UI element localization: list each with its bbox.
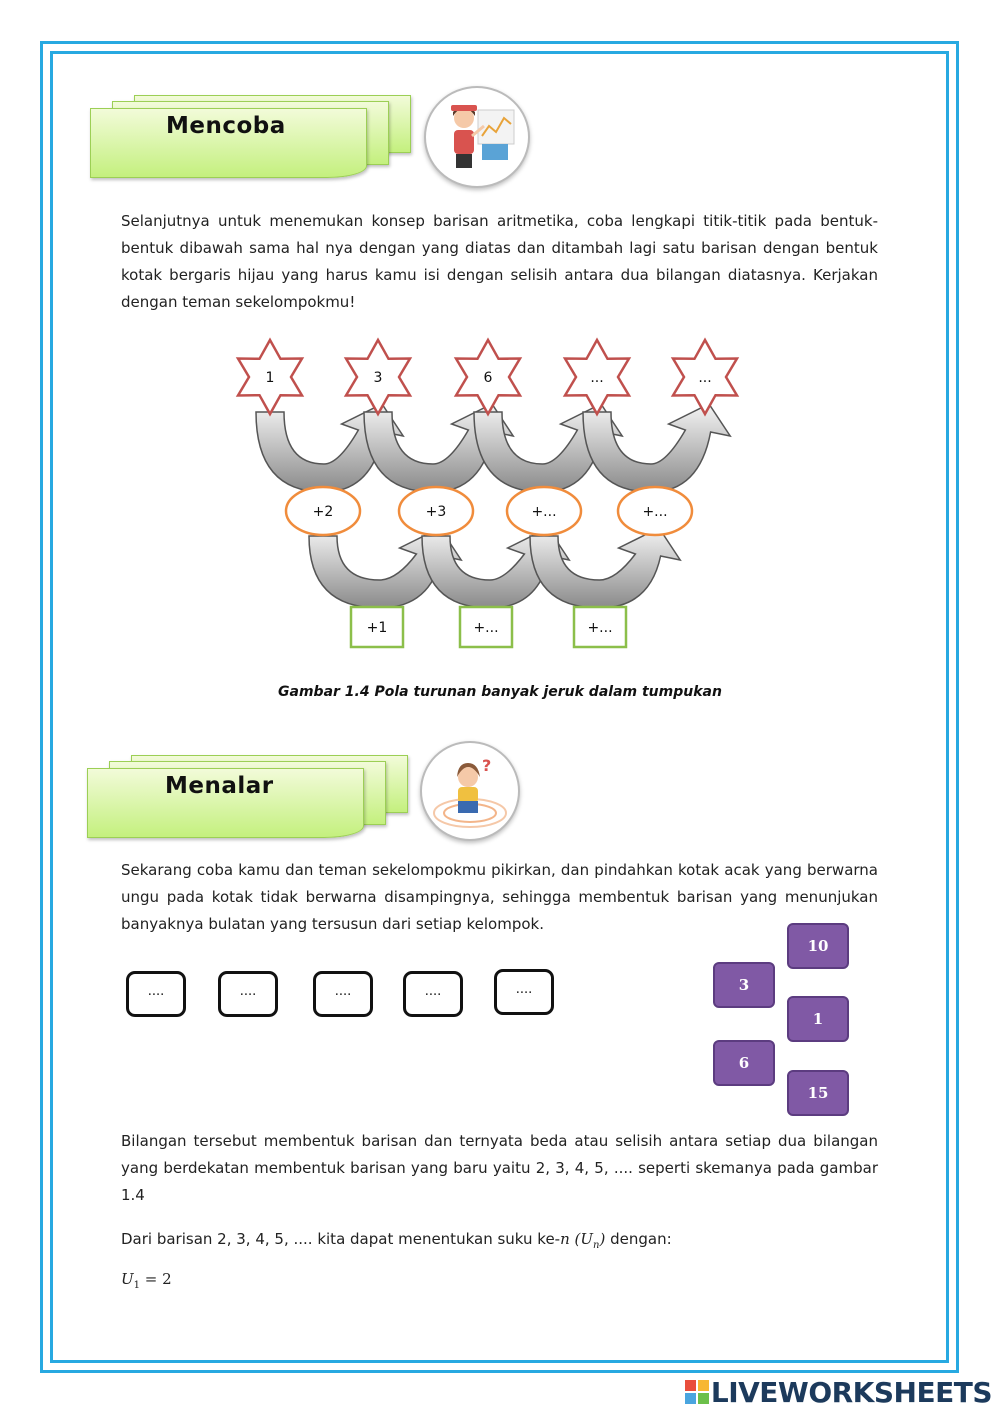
nth-term-suffix: dengan: [605,1230,672,1248]
mencoba-title: Mencoba [166,113,286,139]
formula-u1 [121,1266,878,1299]
star-label-4[interactable]: ... [590,370,604,386]
svg-text:?: ? [482,756,492,775]
star-label-2: 3 [373,370,383,386]
menalar-title: Menalar [165,773,274,799]
box-label-2[interactable]: +... [473,620,499,636]
answer-slot-5[interactable]: .... [494,969,554,1015]
oval-label-4[interactable]: +... [642,504,668,520]
answer-slot-1[interactable]: .... [126,971,186,1017]
nth-term-un-sub: n [593,1240,600,1251]
difference-paragraph: Bilangan tersebut membentuk barisan dan ternyata beda atau selisih antara setiap dua bilangan yang berdekatan membentuk barisan yang baru yaitu 2, 3, 4, 5, .... seperti skemanya pada gambar 1.4 [121,1132,878,1204]
intro-paragraph: Selanjutnya untuk menemukan konsep barisan aritmetika, coba lengkapi titik-titik pada bentuk-bentuk dibawah sama hal nya dengan yang diatas dan ditambah lagi satu barisan dengan bentuk kotak bergaris hijau yang harus kamu isi dengan selisih antara dua bilangan diatasnya. Kerjakan dengan teman sekelompokmu! [121,212,878,311]
drag-tile-10[interactable]: 10 [787,923,849,969]
oval-label-3[interactable]: +... [531,504,557,520]
nth-term-un: (U [574,1230,594,1248]
formula-rest: = 2 [140,1270,172,1288]
thinking-girl-avatar-icon [420,741,520,841]
star-label-3: 6 [483,370,493,386]
star-label-5[interactable]: ... [698,370,712,386]
oval-label-2: +3 [425,504,447,520]
answer-slot-2[interactable]: .... [218,971,278,1017]
nth-term-un-close: ) [599,1230,606,1248]
figure-caption: Gambar 1.4 Pola turunan banyak jeruk dalam tumpukan [278,684,722,700]
lower-arrow-3 [530,528,680,608]
liveworksheets-logo [685,1374,992,1410]
box-label-3[interactable]: +... [587,620,613,636]
menalar-paragraph: Sekarang coba kamu dan teman sekelompokmu pikirkan, dan pindahkan kotak acak yang berwarna ungu pada kotak tidak berwarna disampingnya, sehingga membentuk barisan yang menunjukan banyaknya bulatan yang tersusun dari setiap kelompok. [121,861,878,933]
drag-tile-1[interactable]: 1 [787,996,849,1042]
answer-slot-3[interactable]: .... [313,971,373,1017]
sequence-diagram [0,0,1000,680]
star-label-1: 1 [265,370,275,386]
nth-term-paragraph [121,1226,878,1259]
nth-term-n: n [560,1230,570,1248]
nth-term-prefix: Dari barisan 2, 3, 4, 5, .... kita dapat menentukan suku ke- [121,1230,561,1248]
formula-u: U [121,1270,134,1288]
drag-tile-15[interactable]: 15 [787,1070,849,1116]
upper-arrow-4 [583,404,730,492]
oval-label-1: +2 [312,504,334,520]
drag-tile-3[interactable]: 3 [713,962,775,1008]
formula-sub: 1 [133,1280,141,1291]
liveworksheets-badge-icon [685,1380,709,1404]
answer-slot-4[interactable]: .... [403,971,463,1017]
box-label-1: +1 [366,620,388,636]
drag-tile-6[interactable]: 6 [713,1040,775,1086]
liveworksheets-text: LIVEWORKSHEETS [710,1375,992,1409]
